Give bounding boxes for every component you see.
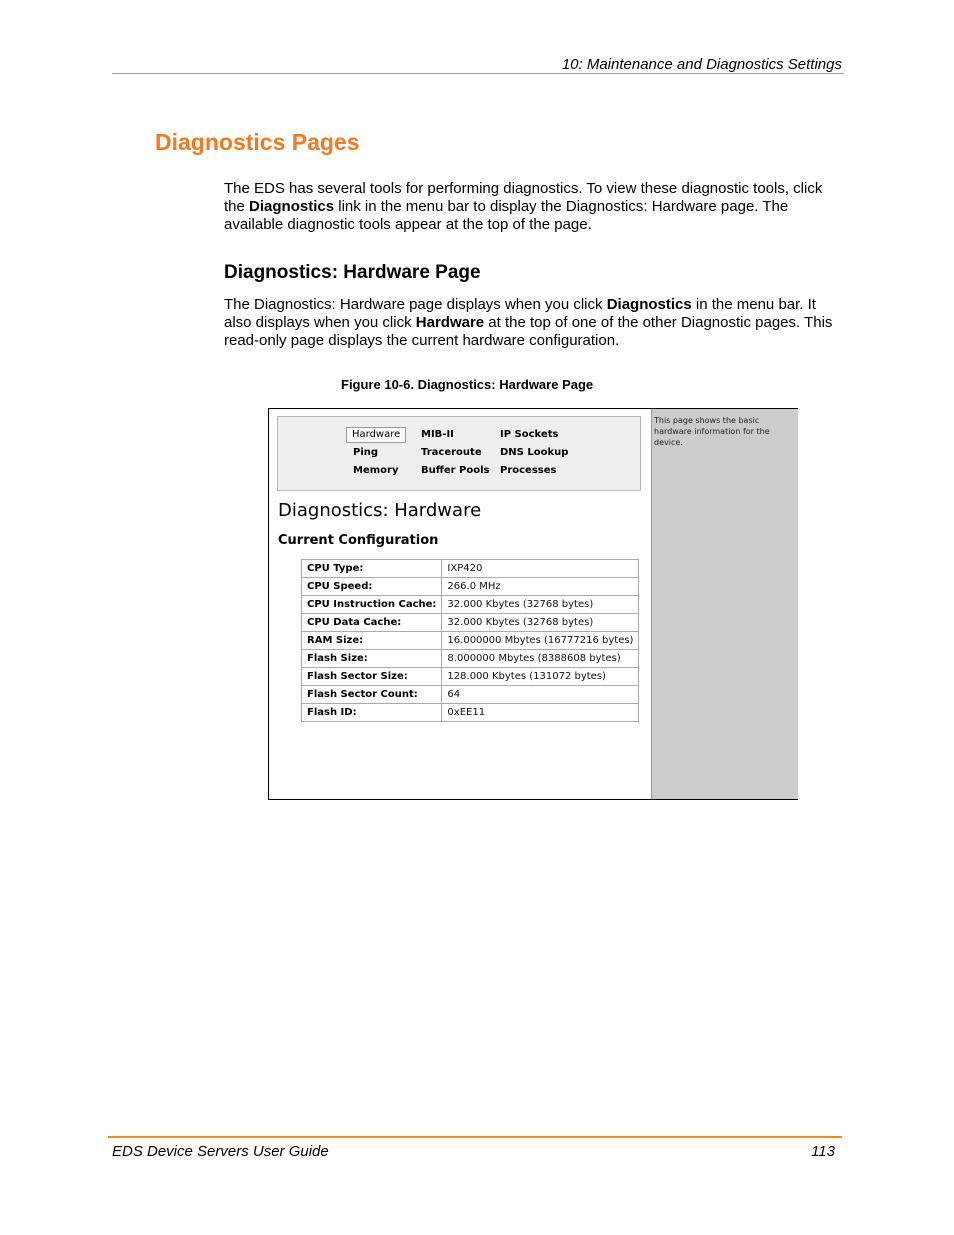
hw-bold-hardware: Hardware — [415, 314, 485, 331]
nav-traceroute[interactable]: Traceroute — [421, 447, 482, 458]
row-label: Flash Sector Count: — [302, 686, 442, 704]
header-rule — [112, 73, 844, 74]
table-row — [302, 614, 638, 632]
hw-bold-diagnostics: Diagnostics — [606, 296, 692, 313]
table-row — [302, 686, 638, 704]
row-value: 266.0 MHz — [442, 578, 638, 596]
subsection-title: Diagnostics: Hardware Page — [224, 262, 481, 283]
hw-text-3: at the top of one of the other Diagnostic pages. This read-only page displays the current hardware configuration. — [224, 314, 833, 349]
intro-text-1: The EDS has several tools for performing diagnostics. To view these diagnostic tools, click the — [224, 180, 823, 215]
section-title: Diagnostics Pages — [155, 129, 360, 155]
row-value: IXP420 — [442, 560, 638, 578]
nav-memory[interactable]: Memory — [353, 465, 399, 476]
row-label: CPU Instruction Cache: — [302, 596, 442, 614]
nav-mib-ii[interactable]: MIB-II — [421, 429, 454, 440]
nav-processes[interactable]: Processes — [500, 465, 557, 476]
nav-ping[interactable]: Ping — [353, 447, 379, 458]
row-label: CPU Speed: — [302, 578, 442, 596]
footer-rule — [108, 1136, 842, 1138]
nav-buffer-pools[interactable]: Buffer Pools — [421, 465, 490, 476]
page-number: 113 — [811, 1143, 835, 1160]
table-row — [302, 578, 638, 596]
row-value: 32.000 Kbytes (32768 bytes) — [442, 596, 638, 614]
intro-bold-diagnostics: Diagnostics — [249, 198, 335, 215]
table-row — [302, 632, 638, 650]
diagnostics-page-title: Diagnostics: Hardware — [278, 500, 482, 521]
nav-hardware[interactable]: Hardware — [346, 427, 406, 443]
row-value: 32.000 Kbytes (32768 bytes) — [442, 614, 638, 632]
footer-guide-title: EDS Device Servers User Guide — [112, 1143, 329, 1160]
row-label: RAM Size: — [302, 632, 442, 650]
row-value: 0xEE11 — [447, 707, 486, 718]
nav-dns-lookup[interactable]: DNS Lookup — [500, 447, 569, 458]
row-value: 64 — [442, 686, 638, 704]
row-value: 16.000000 Mbytes (16777216 bytes) — [442, 632, 638, 650]
row-value: 128.000 Kbytes (131072 bytes) — [442, 668, 638, 686]
row-label: Flash Sector Size: — [302, 668, 442, 686]
table-row — [302, 650, 638, 668]
hw-text-1: The Diagnostics: Hardware page displays when you click — [224, 296, 607, 313]
row-value: 8.000000 Mbytes (8388608 bytes) — [442, 650, 638, 668]
table-row — [302, 560, 638, 578]
row-label: CPU Type: — [302, 560, 442, 578]
row-label: CPU Data Cache: — [302, 614, 442, 632]
hw-text-2: in the menu bar. It also displays when you click — [224, 296, 816, 331]
table-row — [302, 704, 638, 721]
table-row — [302, 668, 638, 686]
figure-screenshot — [268, 408, 798, 800]
help-text: This page shows the basic hardware information for the device. — [654, 416, 770, 447]
intro-paragraph — [224, 180, 846, 234]
intro-text-2: link in the menu bar to display the Diagnostics: Hardware page. The available diagnostic tools appear at the top of the page. — [224, 198, 789, 233]
row-label: Flash ID: — [302, 704, 442, 721]
current-configuration-heading: Current Configuration — [278, 533, 439, 548]
hardware-config-table — [301, 559, 639, 722]
hardware-paragraph — [224, 296, 846, 350]
running-header: 10: Maintenance and Diagnostics Settings — [561, 56, 842, 73]
help-panel — [651, 409, 798, 799]
figure-caption: Figure 10-6. Diagnostics: Hardware Page — [341, 377, 594, 392]
row-label: Flash Size: — [302, 650, 442, 668]
diagnostics-nav — [277, 416, 641, 491]
table-row — [302, 596, 638, 614]
nav-ip-sockets[interactable]: IP Sockets — [500, 429, 559, 440]
